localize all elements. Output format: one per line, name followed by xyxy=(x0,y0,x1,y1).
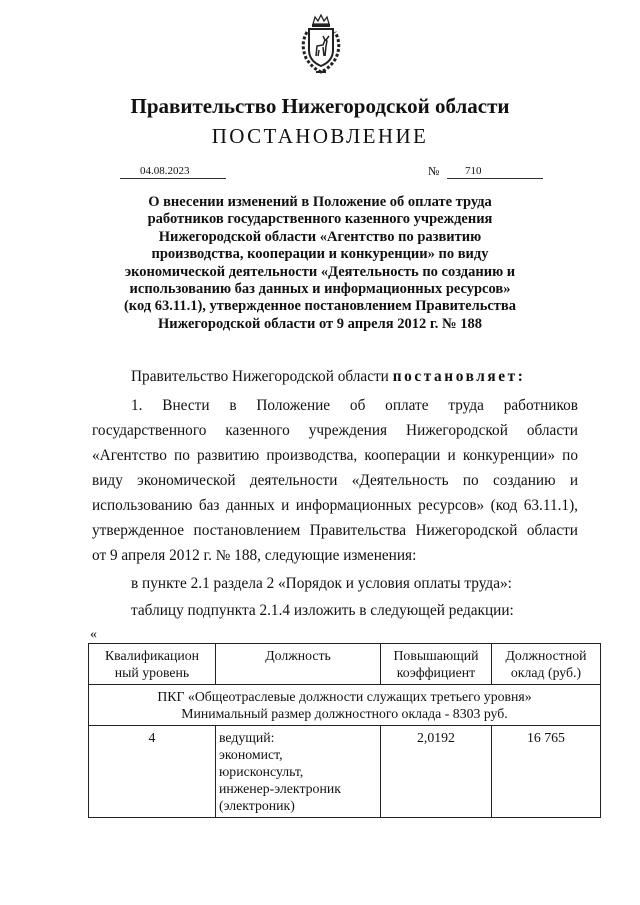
heading-line: Нижегородской области от 9 апреля 2012 г. № 188 xyxy=(158,315,482,332)
position-line: (электроник) xyxy=(219,798,295,813)
sub-line-1: в пункте 2.1 раздела 2 «Порядок и условия оплаты труда»: xyxy=(131,575,512,592)
heading-line: производства, кооперации и конкуренции» по виду xyxy=(151,246,489,263)
heading-line: Нижегородской области «Агентство по развитию xyxy=(158,228,482,245)
group-line-1: ПКГ «Общеотраслевые должности служащих третьего уровня» xyxy=(157,689,532,704)
sub-line-2: таблицу подпункта 2.1.4 изложить в следующей редакции: xyxy=(131,602,514,619)
paragraph-line: утвержденное постановлением Правительства Нижегородской области xyxy=(92,522,578,539)
government-title: Правительство Нижегородской области xyxy=(130,94,510,118)
position-line: юрисконсульт, xyxy=(219,764,304,779)
position-line: ведущий: xyxy=(219,730,275,745)
header-salary: Должностной оклад (руб.) xyxy=(492,644,601,685)
position-line: экономист, xyxy=(219,747,283,762)
resolves-line xyxy=(131,367,617,387)
cell-level: 4 xyxy=(89,726,216,818)
resolves-word: постановляет: xyxy=(392,368,526,385)
salary-table xyxy=(88,643,601,818)
table-group-row xyxy=(89,685,601,726)
cell-coefficient: 2,0192 xyxy=(381,726,492,818)
header-position: Должность xyxy=(216,644,381,685)
cell-salary: 16 765 xyxy=(492,726,601,818)
paragraph-line: «Агентство по развитию производства, кооперации и конкуренции» по xyxy=(92,447,578,464)
paragraph-line: государственного казенного учреждения Нижегородской области xyxy=(92,422,578,439)
document-type: ПОСТАНОВЛЕНИЕ xyxy=(211,124,429,148)
heading-line: О внесении изменений в Положение об оплате труда xyxy=(148,194,492,210)
resolves-prefix: Правительство Нижегородской области xyxy=(131,368,389,385)
header-level: Квалификацион ный уровень xyxy=(89,644,216,685)
number-sign: № xyxy=(428,164,440,178)
paragraph-line: от 9 апреля 2012 г. № 188, следующие изменения: xyxy=(92,547,417,564)
position-line: инженер-электроник xyxy=(219,781,341,796)
table-header-row xyxy=(89,644,601,685)
header-coefficient: Повышающий коэффициент xyxy=(381,644,492,685)
heading-line: экономической деятельности «Деятельность по созданию и xyxy=(124,263,516,280)
heading-line: (код 63.11.1), утвержденное постановлением Правительства xyxy=(123,298,517,315)
document-heading xyxy=(108,194,532,333)
paragraph-line: виду экономической деятельности «Деятельность по созданию и xyxy=(92,472,578,489)
cell-positions xyxy=(216,726,381,818)
document-number: 710 xyxy=(447,164,543,179)
paragraph-line: 1. Внести в Положение об оплате труда работников xyxy=(131,397,578,414)
table-row xyxy=(89,726,601,818)
heading-line: использованию баз данных и информационных ресурсов» xyxy=(129,281,511,298)
heading-line: работников государственного казенного учреждения xyxy=(147,211,493,228)
group-line-2: Минимальный размер должностного оклада - 8303 руб. xyxy=(181,706,508,721)
group-cell xyxy=(89,685,601,726)
open-quote: « xyxy=(90,627,97,642)
paragraph-line: использованию баз данных и информационных ресурсов» (код 63.11.1), xyxy=(92,497,578,514)
document-date: 04.08.2023 xyxy=(120,164,226,179)
coat-of-arms-icon xyxy=(296,14,346,76)
